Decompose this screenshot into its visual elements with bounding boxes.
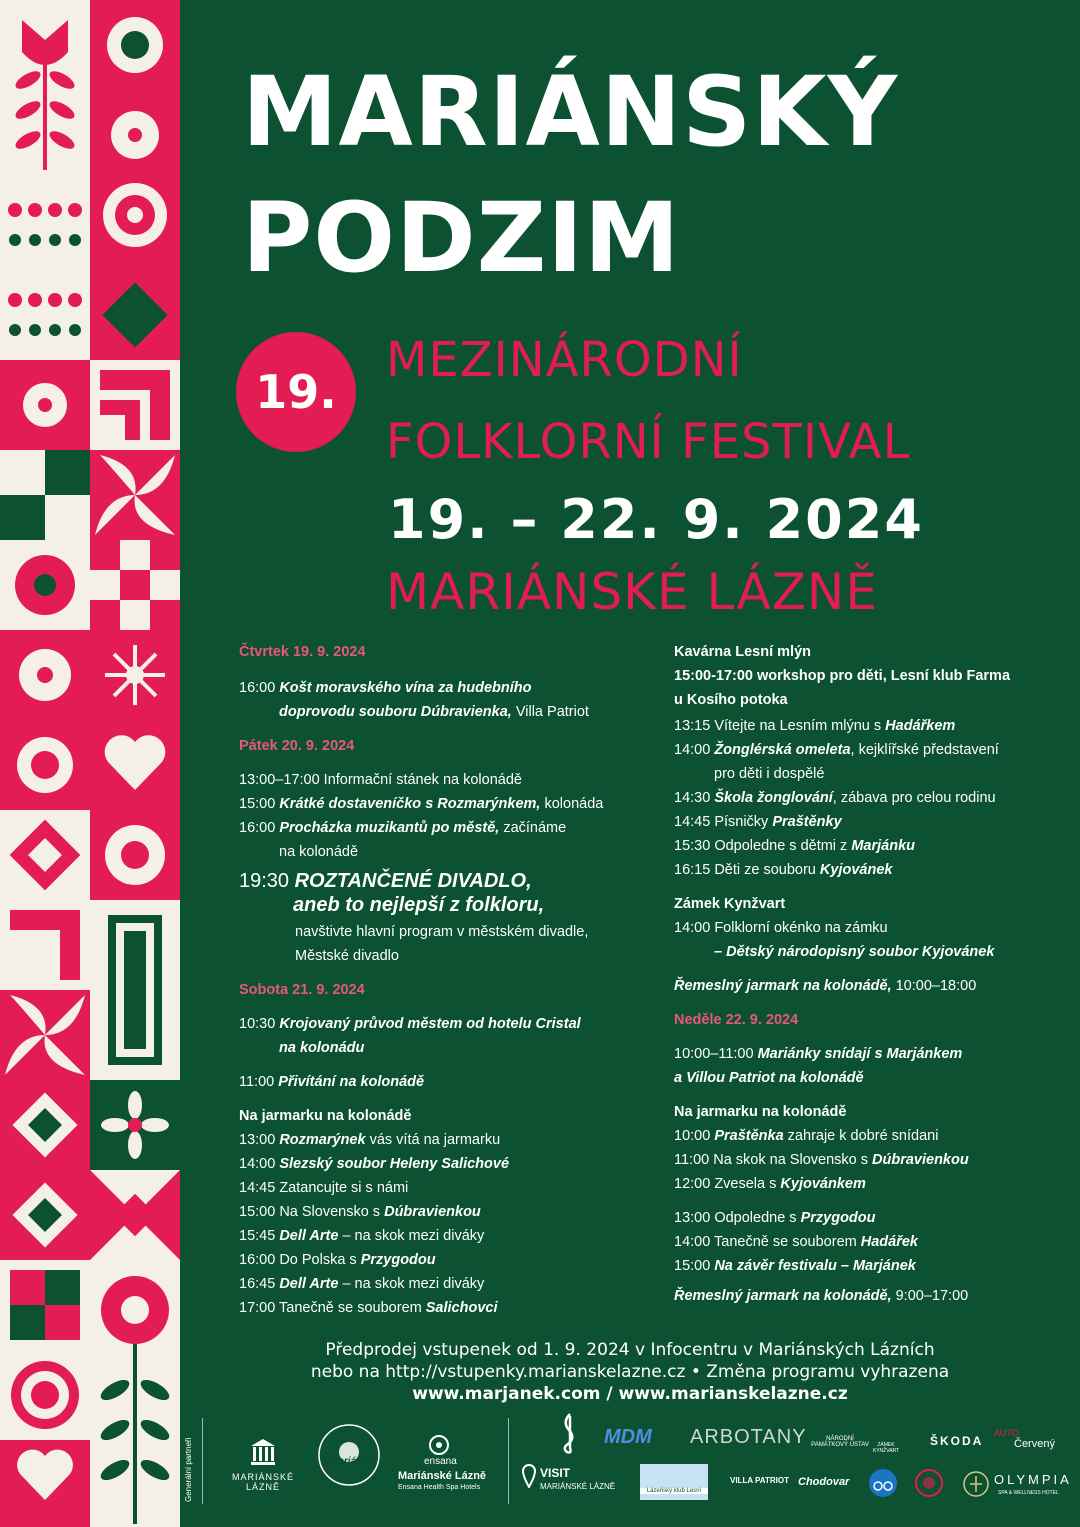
festival-title-line2: PODZIM (242, 182, 681, 294)
festival-place: MARIÁNSKÉ LÁZNĚ (386, 563, 878, 621)
program-item: doprovodu souboru Dúbravienka, Villa Patriot (279, 704, 589, 720)
program-item: 16:00 Košt moravského vína za hudebního (239, 680, 532, 696)
website-links: www.marjanek.com / www.marianskelazne.cz (412, 1384, 848, 1404)
program-item: 19:30 ROZTANČENÉ DIVADLO, (239, 870, 532, 892)
program-item: Městské divadlo (295, 948, 399, 964)
program-item: 14:00 Slezský soubor Heleny Salichové (239, 1156, 510, 1172)
program-item: 14:00 Tanečně se souborem Hadářek (674, 1234, 918, 1250)
program-item: Řemeslný jarmark na kolonádě, 10:00–18:00 (674, 978, 977, 994)
treble-clef-icon (558, 1412, 580, 1456)
program-item: na kolonádě (279, 844, 359, 860)
program-item: 16:15 Děti ze souboru Kyjovánek (674, 862, 893, 878)
program-item: 14:45 Zatancujte si s námi (239, 1180, 409, 1196)
program-item: Řemeslný jarmark na kolonádě, 9:00–17:00 (674, 1288, 969, 1304)
program-item: 16:45 Dell Arte – na skok mezi diváky (239, 1276, 485, 1292)
program-section-heading: Na jarmarku na kolonádě (239, 1108, 412, 1124)
partner-ensana: ensana (424, 1456, 457, 1467)
partner-olympia-sub: SPA & WELLNESS HOTEL (998, 1490, 1059, 1496)
folk-pattern-strip (0, 0, 180, 1527)
olympia-emblem-icon (962, 1470, 990, 1498)
program-item: 14:00 Žonglérská omeleta, kejklířské představení (674, 742, 999, 758)
program-item: 13:00 Odpoledne s Przygodou (674, 1210, 876, 1226)
partner-skoda: ŠKODA (930, 1434, 984, 1448)
presale-info: Předprodej vstupenek od 1. 9. 2024 v Infocentru v Mariánských Lázních (325, 1340, 935, 1360)
partner-olympia: OLYMPIA (994, 1472, 1072, 1487)
program-item: 15:00 Na Slovensko s Dúbravienkou (239, 1204, 481, 1220)
partner-mdm: MDM (604, 1426, 652, 1448)
program-item: 15:45 Dell Arte – na skok mezi diváky (239, 1228, 485, 1244)
program-item: – Dětský národopisný soubor Kyjovánek (714, 944, 995, 960)
program-day-heading: Pátek 20. 9. 2024 (239, 738, 355, 754)
partner-auto: AUTO (994, 1428, 1019, 1438)
program-day-heading: Sobota 21. 9. 2024 (239, 982, 365, 998)
cyclist-badge-icon (868, 1468, 898, 1498)
program-item: 13:00–17:00 Informační stánek na kolonádě (239, 772, 522, 788)
presale-url-info: nebo na http://vstupenky.marianskelazne.cz • Změna programu vyhrazena (310, 1362, 950, 1382)
program-item: 14:45 Písničky Praštěnky (674, 814, 842, 830)
partner-lesni: Lázeňský klub Lesní (640, 1488, 708, 1494)
festival-title-line1: MARIÁNSKÝ (242, 56, 899, 168)
program-item: na kolonádu (279, 1040, 365, 1056)
partner-ensana-sub: Ensana Health Spa Hotels (398, 1484, 481, 1491)
program-item: 10:00–11:00 Mariánky snídají s Marjánkem (674, 1046, 963, 1062)
program-item: 15:30 Odpoledne s dětmi z Marjánku (674, 838, 916, 854)
partners-label: Generální partneři (184, 1437, 193, 1502)
program-day-heading: Čtvrtek 19. 9. 2024 (239, 644, 366, 660)
partner-cerveny: Červený (1014, 1438, 1055, 1450)
program-item: 10:00 Praštěnka zahraje k dobré snídani (674, 1128, 939, 1144)
program-item: pro děti i dospělé (714, 766, 825, 782)
program-section-heading: Zámek Kynžvart (674, 896, 786, 912)
partner-ml: MARIÁNSKÉ LÁZNĚ (231, 1472, 294, 1492)
program-section-heading: u Kosího potoka (674, 692, 788, 708)
partner-villa: VILLA PATRIOT (730, 1476, 789, 1485)
program-item: 14:30 Škola žonglování, zábava pro celou rodinu (674, 790, 996, 806)
partner-arbotany: ARBOTANY (690, 1426, 807, 1448)
festival-dates: 19. – 22. 9. 2024 (388, 488, 924, 551)
program-item: 16:00 Procházka muzikantů po městě, začínáme (239, 820, 567, 836)
partner-zamek: ZÁMEK KYNŽVART (872, 1442, 900, 1454)
program-item: 15:00 Na závěr festivalu – Marjánek (674, 1258, 916, 1274)
program-item: a Villou Patriot na kolonádě (674, 1070, 864, 1086)
program-item: navštivte hlavní program v městském divadle, (295, 924, 589, 940)
colonnade-icon (248, 1436, 278, 1466)
program-item: 11:00 Na skok na Slovensko s Dúbravienkou (674, 1152, 969, 1168)
location-pin-icon (522, 1464, 536, 1488)
partner-chodovar: Chodovar (798, 1476, 850, 1488)
partner-marjanek: Marjánek (330, 1456, 374, 1467)
program-section-heading: 15:00-17:00 workshop pro děti, Lesní klub Farma (674, 668, 1011, 684)
program-item: 16:00 Do Polska s Przygodou (239, 1252, 436, 1268)
crest-icon (914, 1468, 944, 1498)
program-item: 17:00 Tanečně se souborem Salichovci (239, 1300, 498, 1316)
program-item: 10:30 Krojovaný průvod městem od hotelu Cristal (239, 1016, 581, 1032)
lesni-klub-logo (640, 1464, 708, 1500)
program-section-heading: Kavárna Lesní mlýn (674, 644, 811, 660)
program-item: 13:00 Rozmarýnek vás vítá na jarmarku (239, 1132, 501, 1148)
program-item: 12:00 Zvesela s Kyjovánkem (674, 1176, 866, 1192)
partner-visit: VISIT (540, 1466, 571, 1480)
subtitle-line2: FOLKLORNÍ FESTIVAL (386, 414, 911, 470)
program-item: 14:00 Folklorní okénko na zámku (674, 920, 888, 936)
partners-bar (180, 1410, 1080, 1527)
edition-badge: 19. (236, 332, 356, 452)
program-section-heading: Na jarmarku na kolonádě (674, 1104, 847, 1120)
partner-visit-sub: MARIÁNSKÉ LÁZNĚ (540, 1482, 616, 1491)
program-item: 11:00 Přivítání na kolonádě (239, 1074, 425, 1090)
program-item: 15:00 Krátké dostaveníčko s Rozmarýnkem, kolonáda (239, 796, 604, 812)
program-item: 13:15 Vítejte na Lesním mlýnu s Hadářkem (674, 718, 956, 734)
partner-npu: NÁRODNÍ PAMÁTKOVÝ ÚSTAV (811, 1436, 869, 1448)
partner-ensana-name: Mariánské Lázně (398, 1470, 487, 1482)
marjanek-logo-icon (316, 1422, 382, 1488)
program-day-heading: Neděle 22. 9. 2024 (674, 1012, 799, 1028)
subtitle-line1: MEZINÁRODNÍ (386, 332, 743, 388)
ensana-icon (428, 1434, 450, 1456)
program-item: aneb to nejlepší z folkloru, (293, 894, 545, 916)
